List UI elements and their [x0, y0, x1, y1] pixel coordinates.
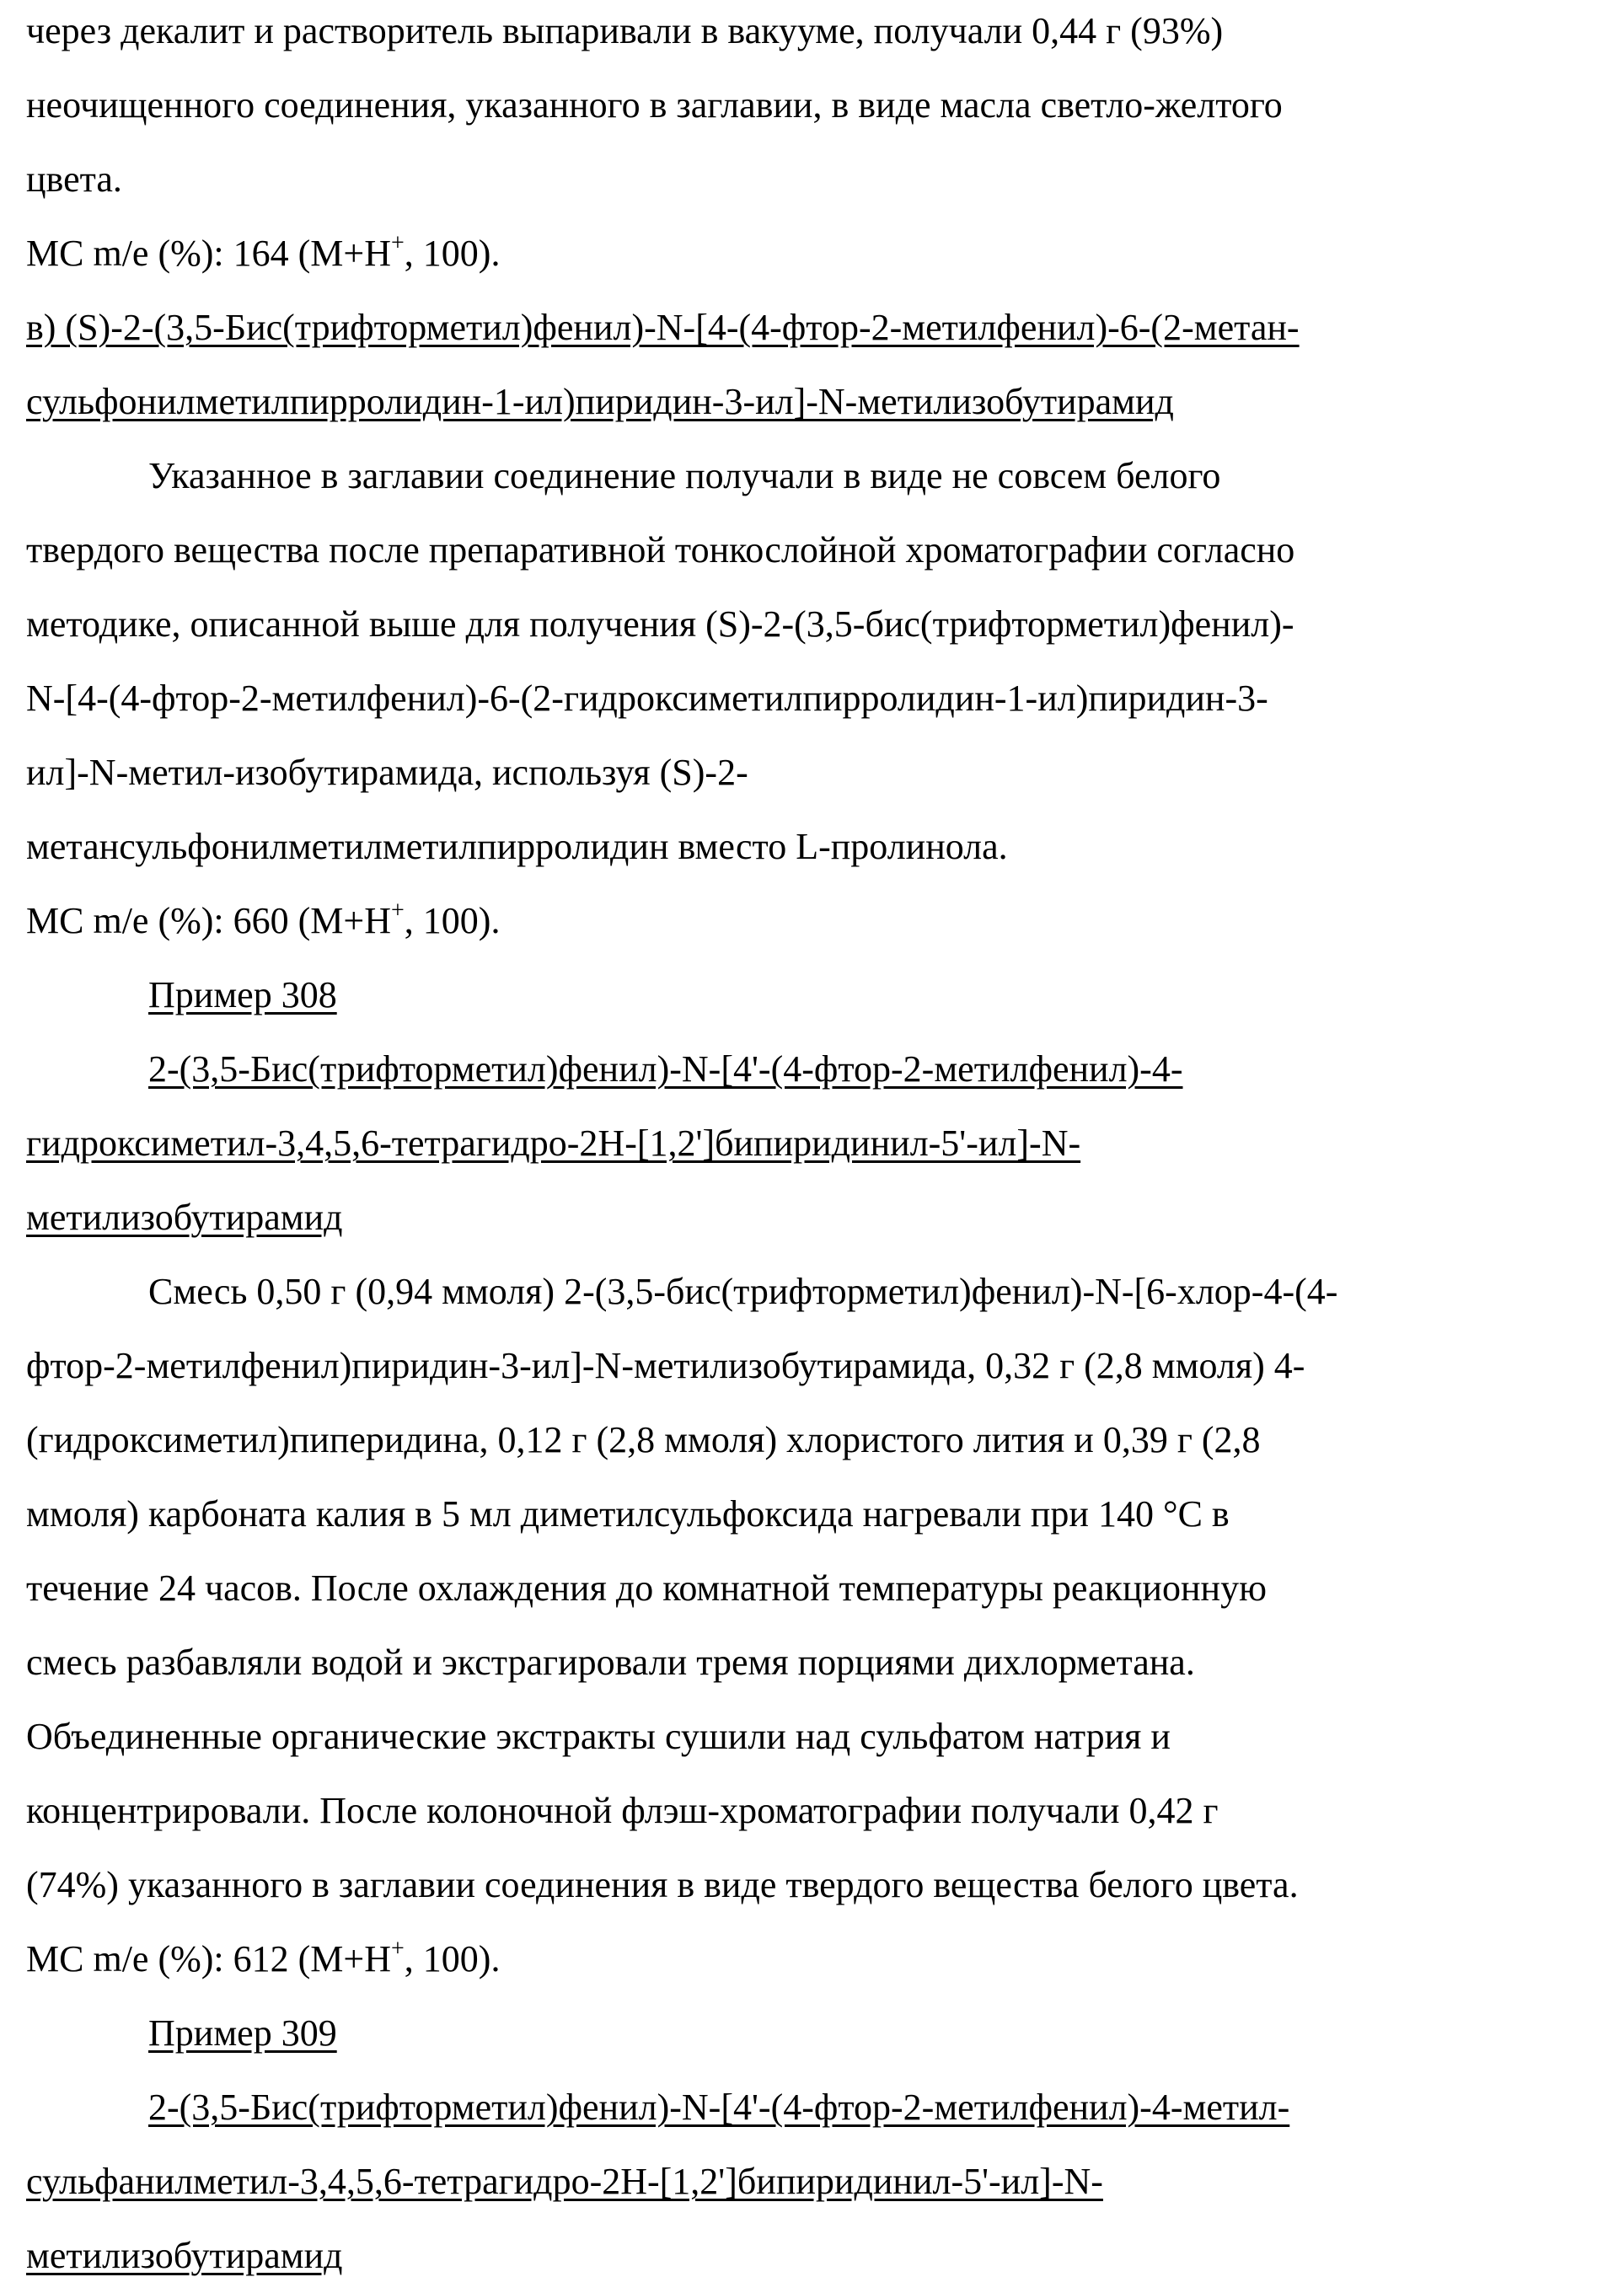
ms-charge: + [391, 1936, 405, 1962]
example-title-text: 2-(3,5-Бис(трифторметил)фенил)-N-[4'-(4-фтор-2-метилфенил)-4- [148, 1048, 1183, 1090]
example-title [26, 2071, 1607, 2145]
text-line: через декалит и растворитель выпаривали в вакууме, получали 0,44 г (93%) [26, 0, 1607, 68]
section-title: сульфонилметилпирролидин-1-ил)пиридин-3-ил]-N-метилизобутирамид [26, 365, 1607, 439]
section-title: в) (S)-2-(3,5-Бис(трифторметил)фенил)-N-[4-(4-фтор-2-метилфенил)-6-(2-метан- [26, 291, 1607, 365]
ms-text: МС m/e (%): 660 (M+H [26, 900, 391, 941]
ms-text: МС m/e (%): 164 (M+H [26, 233, 391, 274]
example-title: метилизобутирамид [26, 1181, 1607, 1255]
example-title: гидроксиметил-3,4,5,6-тетрагидро-2H-[1,2']бипиридинил-5'-ил]-N- [26, 1106, 1607, 1181]
text-line: N-[4-(4-фтор-2-метилфенил)-6-(2-гидроксиметилпирролидин-1-ил)пиридин-3- [26, 662, 1607, 736]
text-line: концентрировали. После колоночной флэш-хроматографии получали 0,42 г [26, 1774, 1607, 1848]
ms-text: , 100). [405, 900, 501, 941]
text-line: смесь разбавляли водой и экстрагировали тремя порциями дихлорметана. [26, 1626, 1607, 1700]
document-page [26, 0, 1607, 2293]
example-heading-text: Пример 308 [148, 974, 337, 1015]
example-title: метилизобутирамид [26, 2219, 1607, 2293]
text-line: (гидроксиметил)пиперидина, 0,12 г (2,8 ммоля) хлористого лития и 0,39 г (2,8 [26, 1403, 1607, 1477]
ms-text: , 100). [405, 1938, 501, 1980]
ms-text: МС m/e (%): 612 (M+H [26, 1938, 391, 1980]
example-title-text: 2-(3,5-Бис(трифторметил)фенил)-N-[4'-(4-фтор-2-метилфенил)-4-метил- [148, 2087, 1289, 2128]
text-line: Указанное в заглавии соединение получали в виде не совсем белого [26, 439, 1607, 513]
text-line: Объединенные органические экстракты сушили над сульфатом натрия и [26, 1700, 1607, 1774]
ms-text: , 100). [405, 233, 501, 274]
example-title [26, 1032, 1607, 1106]
ms-charge: + [391, 230, 405, 256]
text-line: неочищенного соединения, указанного в заглавии, в виде масла светло-желтого [26, 68, 1607, 142]
text-line: фтор-2-метилфенил)пиридин-3-ил]-N-метилизобутирамида, 0,32 г (2,8 ммоля) 4- [26, 1329, 1607, 1403]
text-line: ммоля) карбоната калия в 5 мл диметилсульфоксида нагревали при 140 °C в [26, 1477, 1607, 1551]
text-line: Смесь 0,50 г (0,94 ммоля) 2-(3,5-бис(трифторметил)фенил)-N-[6-хлор-4-(4- [26, 1255, 1607, 1329]
text-line: метансульфонилметилметилпирролидин вместо L-пролинола. [26, 810, 1607, 884]
ms-line [26, 217, 1607, 291]
text-line: (74%) указанного в заглавии соединения в виде твердого вещества белого цвета. [26, 1848, 1607, 1922]
ms-line [26, 1922, 1607, 1996]
ms-charge: + [391, 897, 405, 924]
text-line: течение 24 часов. После охлаждения до комнатной температуры реакционную [26, 1551, 1607, 1626]
example-heading-text: Пример 309 [148, 2012, 337, 2054]
text-line: твердого вещества после препаративной тонкослойной хроматографии согласно [26, 513, 1607, 587]
text-line: цвета. [26, 142, 1607, 217]
text-line: методике, описанной выше для получения (S)-2-(3,5-бис(трифторметил)фенил)- [26, 587, 1607, 662]
ms-line [26, 884, 1607, 958]
example-heading [26, 1996, 1607, 2071]
example-title: сульфанилметил-3,4,5,6-тетрагидро-2H-[1,2']бипиридинил-5'-ил]-N- [26, 2145, 1607, 2219]
example-heading [26, 958, 1607, 1032]
text-line: ил]-N-метил-изобутирамида, используя (S)-2- [26, 736, 1607, 810]
